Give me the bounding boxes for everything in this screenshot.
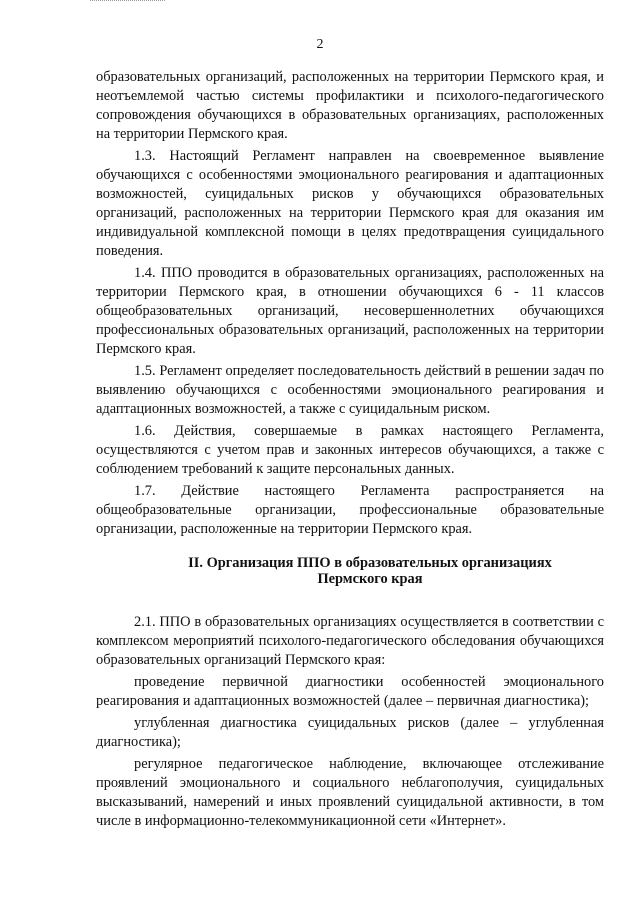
paragraph-1-4: 1.4. ППО проводится в образовательных организациях, расположенных на территории Пермского края, в отношении обучающихся 6 - 11 классов общеобразовательных организаций, несовершеннолетних обучающихся профессиональных образовательных организаций, расположенных на территории Пермского края.: [96, 265, 604, 357]
paragraph-1-7: 1.7. Действие настоящего Регламента распространяется на общеобразовательные организации, профессиональные образовательные организации, расположенные на территории Пермского края.: [96, 483, 604, 537]
scan-artifact-line: [90, 0, 165, 4]
section-heading-line1: II. Организация ППО в образовательных организациях: [188, 555, 552, 571]
paragraph-1-5: 1.5. Регламент определяет последовательность действий в решении задач по выявлению обучающихся с особенностями эмоционального реагирования и адаптационных возможностей, а также с суицидальным риском.: [96, 363, 604, 417]
paragraph-continuation: образовательных организаций, расположенных на территории Пермского края, и неотъемлемой частью системы профилактики и психолого-педагогического сопровождения обучающихся в образовательных организациях, расположенных на территории Пермского края.: [96, 69, 604, 142]
paragraph-1-3: 1.3. Настоящий Регламент направлен на своевременное выявление обучающихся с особенностями эмоционального реагирования и адаптационных возможностей, суицидальных рисков у обучающихся образовательных организаций, расположенных на территории Пермского края для оказания им индивидуальной комплексной помощи в целях предотвращения суицидального поведения.: [96, 148, 604, 259]
list-item-primary-diagnostics: проведение первичной диагностики особенностей эмоционального реагирования и адаптационных возможностей (далее – первичная диагностика);: [96, 674, 604, 709]
document-body: [96, 68, 604, 834]
section-heading-line2: Пермского края: [317, 571, 423, 587]
list-item-deep-diagnostics: углубленная диагностика суицидальных рисков (далее – углубленная диагностика);: [96, 715, 604, 750]
list-item-pedagogical-observation: регулярное педагогическое наблюдение, включающее отслеживание проявлений эмоционального и социального неблагополучия, суицидальных высказываний, намерений и иных проявлений суицидальной активности, в том числе в информационно-телекоммуникационной сети «Интернет».: [96, 756, 604, 829]
paragraph-1-6: 1.6. Действия, совершаемые в рамках настоящего Регламента, осуществляются с учетом прав и законных интересов обучающихся, а также с соблюдением требований к защите персональных данных.: [96, 423, 604, 477]
section-heading: [96, 555, 604, 587]
page-number: 2: [316, 37, 324, 52]
paragraph-2-1: 2.1. ППО в образовательных организациях осуществляется в соответствии с комплексом мероприятий психолого-педагогического обследования обучающихся образовательных организаций Пермского края:: [96, 614, 604, 668]
